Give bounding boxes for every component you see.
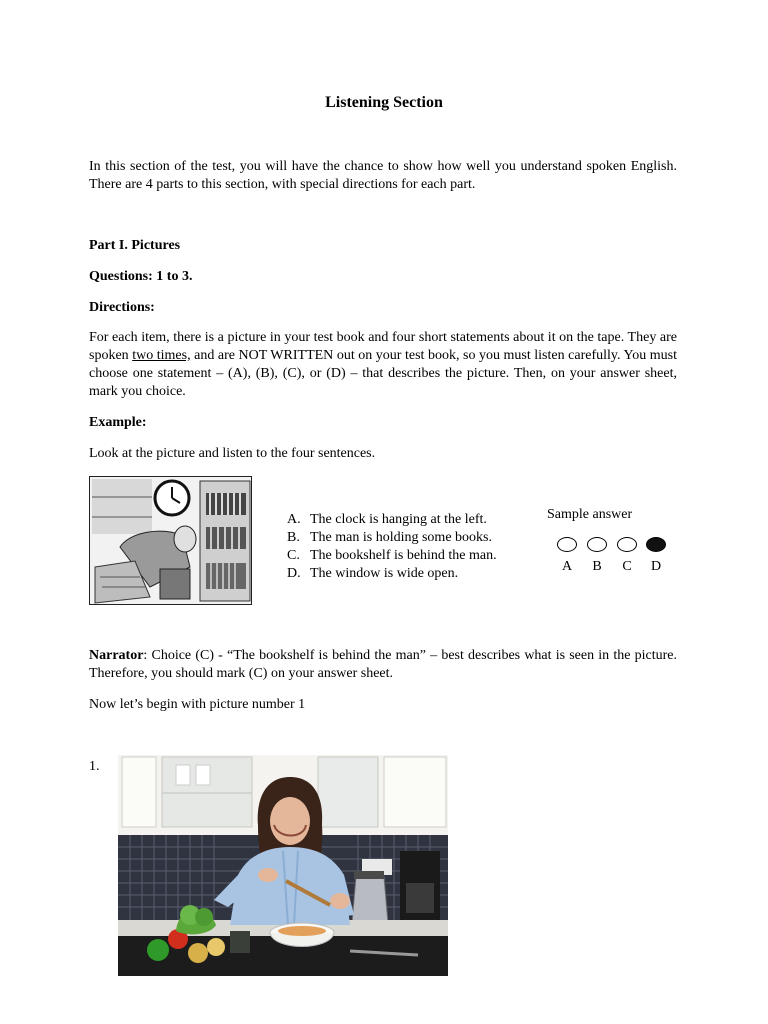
option-d	[287, 565, 537, 583]
sample-answer-bubbles	[556, 537, 676, 577]
answer-bubble-c	[617, 537, 637, 552]
option-a	[287, 511, 537, 529]
example-heading: Example:	[89, 415, 147, 430]
example-picture	[89, 476, 252, 605]
option-letter: B.	[287, 530, 300, 545]
answer-bubble-a	[557, 537, 577, 552]
option-text: The bookshelf is behind the man.	[310, 548, 497, 563]
answer-bubble-d-filled	[646, 537, 666, 552]
begin-text: Now let’s begin with picture number 1	[89, 697, 306, 712]
narrator-paragraph	[89, 647, 677, 683]
narrator-text: : Choice (C) - “The bookshelf is behind the man” – best describes what is seen in the picture. Therefore, you should mark (C) on your answer sheet.	[89, 648, 677, 681]
intro-paragraph: In this section of the test, you will have the chance to show how well you understand spoken English. There are 4 parts to this section, with special directions for each part.	[89, 159, 677, 192]
option-letter: C.	[287, 548, 300, 563]
bubble-letter-d: D	[650, 559, 662, 574]
directions-underlined: two times,	[132, 348, 191, 363]
directions-text-before: For each item, there is a picture in your test book and four short statements about it on the tape. They are spoken	[89, 330, 677, 363]
page-title: Listening Section	[325, 94, 443, 111]
question-number: 1.	[89, 759, 100, 774]
bubble-letter-c: C	[622, 559, 632, 574]
bubble-letter-a: A	[561, 559, 573, 574]
questions-heading: Questions: 1 to 3.	[89, 269, 193, 284]
directions-heading: Directions:	[89, 300, 155, 315]
answer-bubble-b	[587, 537, 607, 552]
option-b	[287, 529, 537, 547]
example-instruction: Look at the picture and listen to the four sentences.	[89, 446, 376, 461]
part-heading: Part I. Pictures	[89, 238, 181, 253]
option-text: The window is wide open.	[310, 566, 459, 581]
woman-cooking-illustration	[118, 755, 448, 976]
option-c	[287, 547, 537, 565]
option-text: The clock is hanging at the left.	[310, 512, 487, 527]
sample-answer-label: Sample answer	[547, 507, 633, 522]
narrator-label: Narrator	[89, 648, 144, 663]
example-options	[287, 511, 537, 583]
kitchen-photo	[118, 755, 448, 976]
option-letter: D.	[287, 566, 301, 581]
option-text: The man is holding some books.	[310, 530, 492, 545]
option-letter: A.	[287, 512, 301, 527]
bubble-letter-b: B	[592, 559, 602, 574]
office-scene-illustration	[90, 477, 251, 604]
directions-paragraph	[89, 329, 677, 401]
directions-text-after: and are NOT WRITTEN out on your test book, so you must listen carefully. You must choose one statement – (A), (B), (C), or (D) – that describes the picture. Then, on your answer sheet, mark you choice.	[89, 348, 677, 399]
